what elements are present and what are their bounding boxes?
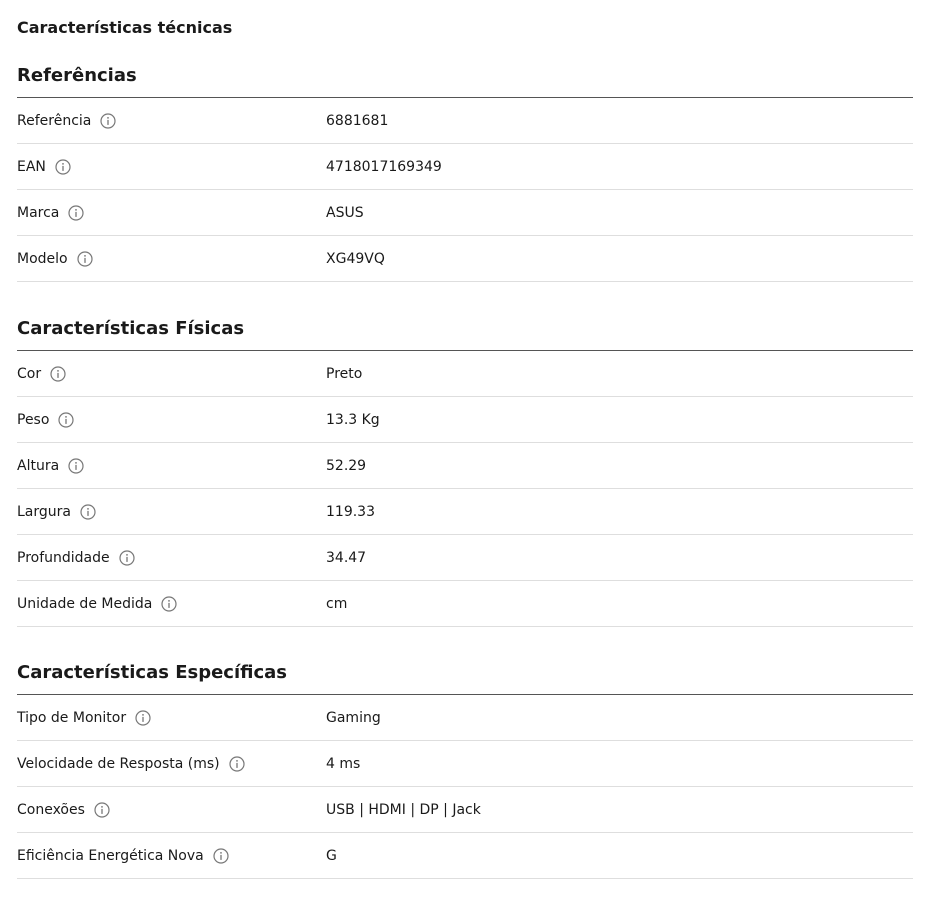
spec-label: Velocidade de Resposta (ms) xyxy=(17,755,220,772)
page-title: Características técnicas xyxy=(17,18,233,37)
spec-label: EAN xyxy=(17,158,46,175)
info-circle-icon[interactable] xyxy=(80,504,96,520)
info-circle-icon[interactable] xyxy=(135,710,151,726)
spec-value: XG49VQ xyxy=(326,250,385,267)
spec-row xyxy=(17,535,913,581)
spec-value: 6881681 xyxy=(326,112,389,129)
spec-label: Referência xyxy=(17,112,92,129)
spec-value: Preto xyxy=(326,365,363,382)
spec-value: USB | HDMI | DP | Jack xyxy=(326,801,481,818)
spec-label: Peso xyxy=(17,411,50,428)
spec-label: Conexões xyxy=(17,801,85,818)
info-circle-icon[interactable] xyxy=(77,251,93,267)
info-circle-icon[interactable] xyxy=(68,205,84,221)
spec-label: Altura xyxy=(17,457,60,474)
section-caracteristicas-especificas xyxy=(17,663,913,879)
spec-row xyxy=(17,190,913,236)
spec-value: 4718017169349 xyxy=(326,158,442,175)
info-circle-icon[interactable] xyxy=(229,756,245,772)
spec-value: 34.47 xyxy=(326,549,367,566)
spec-value: 4 ms xyxy=(326,755,361,772)
spec-value: ASUS xyxy=(326,204,364,221)
spec-row xyxy=(17,144,913,190)
spec-row xyxy=(17,833,913,879)
spec-row xyxy=(17,236,913,282)
spec-label: Marca xyxy=(17,204,60,221)
spec-label: Unidade de Medida xyxy=(17,595,153,612)
info-circle-icon[interactable] xyxy=(213,848,229,864)
spec-value: Gaming xyxy=(326,709,381,726)
section-title: Características Físicas xyxy=(17,319,913,351)
section-title: Referências xyxy=(17,66,913,98)
spec-row xyxy=(17,741,913,787)
spec-value: cm xyxy=(326,595,348,612)
spec-row xyxy=(17,787,913,833)
section-caracteristicas-fisicas xyxy=(17,319,913,627)
spec-value: 52.29 xyxy=(326,457,367,474)
spec-value: 13.3 Kg xyxy=(326,411,380,428)
spec-label: Tipo de Monitor xyxy=(17,709,127,726)
info-circle-icon[interactable] xyxy=(100,113,116,129)
spec-row xyxy=(17,397,913,443)
info-circle-icon[interactable] xyxy=(58,412,74,428)
spec-row xyxy=(17,98,913,144)
spec-row xyxy=(17,489,913,535)
spec-value: 119.33 xyxy=(326,503,375,520)
spec-label: Cor xyxy=(17,365,42,382)
info-circle-icon[interactable] xyxy=(68,458,84,474)
info-circle-icon[interactable] xyxy=(94,802,110,818)
spec-label: Profundidade xyxy=(17,549,110,566)
spec-label: Eficiência Energética Nova xyxy=(17,847,204,864)
spec-row xyxy=(17,443,913,489)
spec-row xyxy=(17,581,913,627)
info-circle-icon[interactable] xyxy=(55,159,71,175)
spec-label: Modelo xyxy=(17,250,68,267)
spec-row xyxy=(17,351,913,397)
info-circle-icon[interactable] xyxy=(161,596,177,612)
spec-row xyxy=(17,695,913,741)
section-referencias xyxy=(17,66,913,282)
info-circle-icon[interactable] xyxy=(50,366,66,382)
spec-value: G xyxy=(326,847,337,864)
info-circle-icon[interactable] xyxy=(119,550,135,566)
spec-label: Largura xyxy=(17,503,71,520)
section-title: Características Específicas xyxy=(17,663,913,695)
